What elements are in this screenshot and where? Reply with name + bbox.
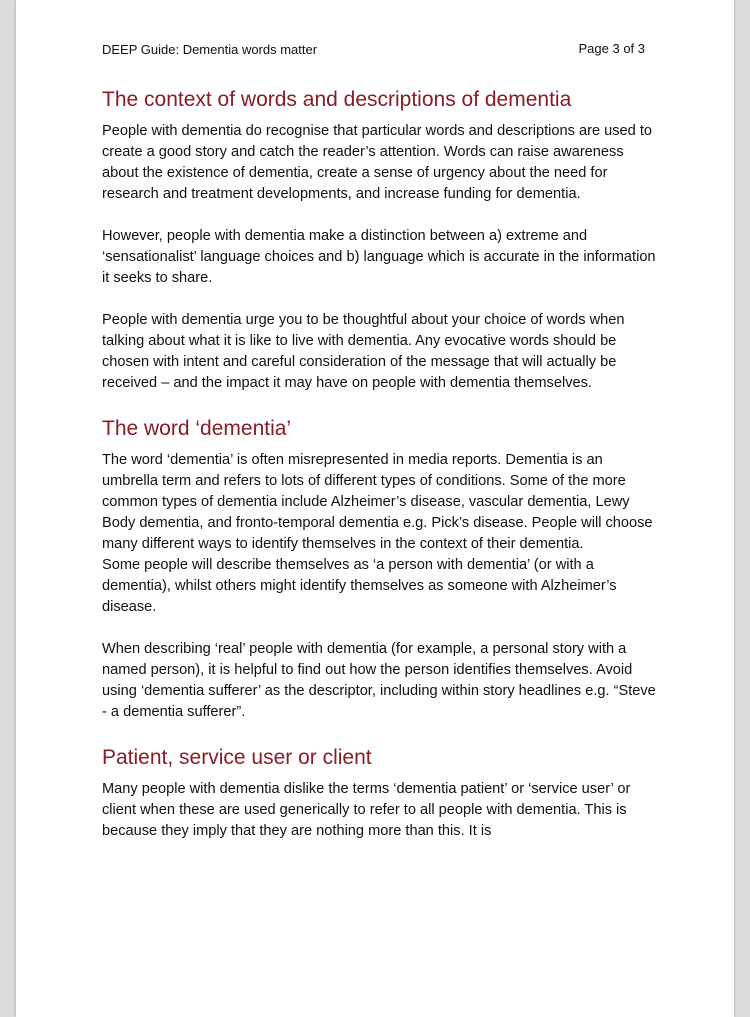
header-doc-title: DEEP Guide: Dementia words matter [102, 42, 318, 57]
paragraph: When describing ‘real’ people with dementia (for example, a personal story with a named person), it is helpful to find out how the person identifies themselves. Avoid using ‘dementia sufferer’ as the descriptor, including within story headlines e.g. “Steve - a dementia sufferer”. [102, 641, 656, 720]
paragraph: Some people will describe themselves as ‘a person with dementia’ (or with a dementia), whilst others might identify themselves as someone with Alzheimer’s disease. [102, 557, 617, 615]
paragraph: The word ‘dementia’ is often misrepresented in media reports. Dementia is an umbrella term and refers to lots of different types of conditions. Some of the more common types of dementia include Alzheimer’s disease, vascular dementia, Lewy Body dementia, and fronto-temporal dementia e.g. Pick’s disease. People will choose many different ways to identify themselves in the context of their dementia. [102, 452, 653, 552]
paragraph: People with dementia urge you to be thoughtful about your choice of words when talking about what it is like to live with dementia. Any evocative words should be chosen with intent and careful consideration of the message that will actually be received – and the impact it may have on people with dementia themselves. [102, 312, 625, 391]
section-heading-patient: Patient, service user or client [102, 746, 372, 769]
section-heading-context: The context of words and descriptions of dementia [102, 88, 572, 111]
section-heading-word-dementia: The word ‘dementia’ [102, 417, 292, 440]
page-content [102, 86, 662, 842]
header-page-number: Page 3 of 3 [578, 41, 645, 56]
paragraph: Many people with dementia dislike the terms ‘dementia patient’ or ‘service user’ or client when these are used generically to refer to all people with dementia. This is because they imply that they are nothing more than this. It is [102, 781, 631, 839]
paragraph: However, people with dementia make a distinction between a) extreme and ‘sensationalist’ language choices and b) language which is accurate in the information it seeks to share. [102, 228, 656, 286]
document-page [16, 0, 734, 1017]
paragraph: People with dementia do recognise that particular words and descriptions are used to create a good story and catch the reader’s attention. Words can raise awareness about the existence of dementia, create a sense of urgency about the need for research and treatment developments, and increase funding for dementia. [102, 123, 653, 202]
